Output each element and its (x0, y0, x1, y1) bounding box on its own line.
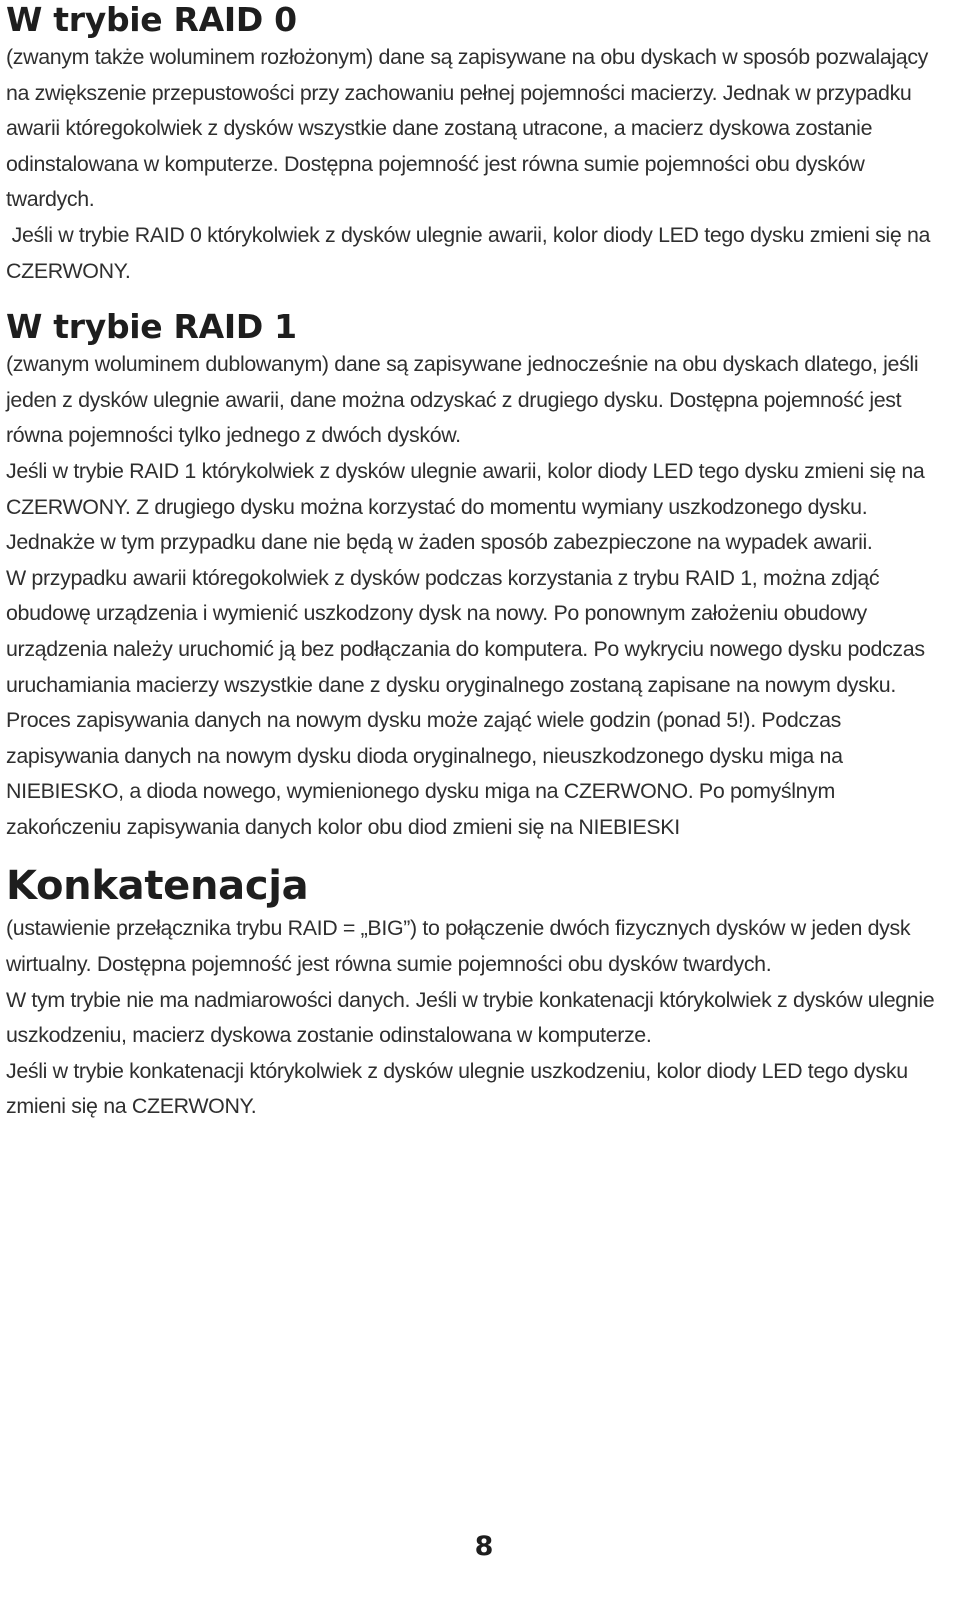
concatenation-description-paragraph: (ustawienie przełącznika trybu RAID = „BIG”) to połączenie dwóch fizycznych dysków w jeden dysk wirtualny. Dostępna pojemność jest równa sumie pojemności obu dysków twardych. (6, 916, 911, 977)
section-title-concatenation: Konkatenacja (6, 863, 309, 910)
page-content (6, 0, 951, 1125)
raid1-led-paragraph: Jeśli w trybie RAID 1 którykolwiek z dysków ulegnie awarii, kolor diody LED tego dysku zmieni się na CZERWONY. Z drugiego dysku można korzystać do momentu wymiany uszkodzonego dysku. Jednakże w tym przypadku dane nie będą w żaden sposób zabezpieczone na wypadek awarii. (6, 458, 925, 555)
raid1-description-paragraph: (zwanym woluminem dublowanym) dane są zapisywane jednocześnie na obu dyskach dlatego, jeśli jeden z dysków ulegnie awarii, dane można odzyskać z drugiego dysku. Dostępna pojemność jest równa pojemności tylko jednego z dwóch dysków. (6, 352, 919, 448)
concatenation-redundancy-paragraph: W tym trybie nie ma nadmiarowości danych. Jeśli w trybie konkatenacji którykolwiek z dysków ulegnie uszkodzeniu, macierz dyskowa zostanie odinstalowana w komputerze. (6, 987, 935, 1048)
concatenation-led-paragraph: Jeśli w trybie konkatenacji którykolwiek z dysków ulegnie uszkodzeniu, kolor diody LED tego dysku zmieni się na CZERWONY. (6, 1058, 908, 1119)
page-number: 8 (474, 1531, 494, 1562)
raid0-description-paragraph: (zwanym także woluminem rozłożonym) dane są zapisywane na obu dyskach w sposób pozwalający na zwiększenie przepustowości przy zachowaniu pełnej pojemności macierzy. Jednak w przypadku awarii któregokolwiek z dysków wszystkie dane zostaną utracone, a macierz dyskowa zostanie odinstalowana w komputerze. Dostępna pojemność jest równa sumie pojemności obu dysków twardych. (6, 45, 929, 212)
section-title-raid1: W trybie RAID 1 (6, 307, 297, 347)
raid0-led-paragraph: Jeśli w trybie RAID 0 którykolwiek z dysków ulegnie awarii, kolor diody LED tego dysku zmieni się na CZERWONY. (6, 222, 936, 283)
raid1-replacement-paragraph: W przypadku awarii któregokolwiek z dysków podczas korzystania z trybu RAID 1, można zdjąć obudowę urządzenia i wymienić uszkodzony dysk na nowy. Po ponownym założeniu obudowy urządzenia należy uruchomić ją bez podłączania do komputera. Po wykryciu nowego dysku podczas uruchamiania macierzy wszystkie dane z dysku oryginalnego zostaną zapisane na nowym dysku. Proces zapisywania danych na nowym dysku może zająć wiele godzin (ponad 5!). Podczas zapisywania danych na nowym dysku dioda oryginalnego, nieuszkodzonego dysku miga na NIEBIESKO, a dioda nowego, wymienionego dysku miga na CZERWONO. Po pomyślnym zakończeniu zapisywania danych kolor obu diod zmieni się na NIEBIESKI (6, 565, 925, 839)
section-title-raid0: W trybie RAID 0 (6, 0, 297, 39)
